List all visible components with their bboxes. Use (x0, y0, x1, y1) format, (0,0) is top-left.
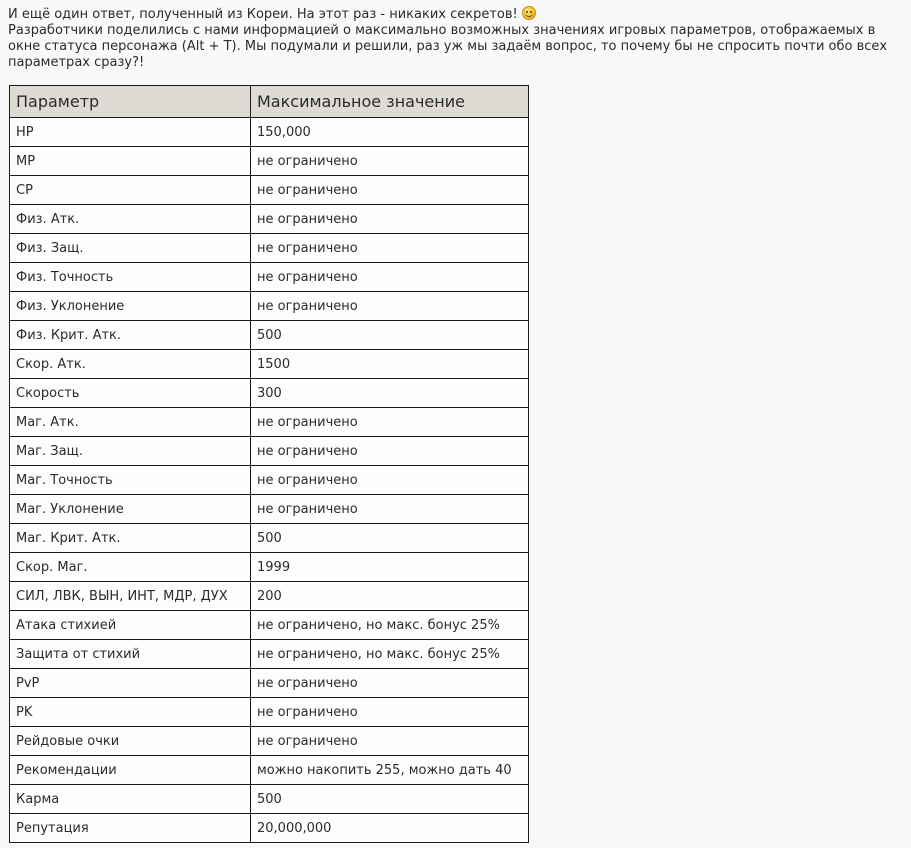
forum-post (8, 6, 903, 71)
parameter-max-value: не ограничено (251, 408, 529, 437)
parameter-max-value: не ограничено (251, 263, 529, 292)
table-row (10, 205, 529, 234)
parameter-name: Рейдовые очки (10, 727, 251, 756)
post-intro (8, 6, 903, 71)
parameters-table (9, 85, 529, 843)
parameter-name: HP (10, 118, 251, 147)
parameter-name: Защита от стихий (10, 640, 251, 669)
parameter-name: Репутация (10, 814, 251, 843)
parameter-name: Карма (10, 785, 251, 814)
table-row (10, 814, 529, 843)
table-row (10, 756, 529, 785)
parameter-name: Физ. Уклонение (10, 292, 251, 321)
table-row (10, 350, 529, 379)
table-row (10, 698, 529, 727)
table-row (10, 321, 529, 350)
parameter-max-value: не ограничено (251, 205, 529, 234)
parameter-name: Скор. Маг. (10, 553, 251, 582)
parameter-max-value: 500 (251, 321, 529, 350)
parameter-name: Скор. Атк. (10, 350, 251, 379)
parameter-name: PK (10, 698, 251, 727)
table-row (10, 176, 529, 205)
table-body (10, 118, 529, 843)
parameter-name: Физ. Крит. Атк. (10, 321, 251, 350)
table-row (10, 553, 529, 582)
parameter-max-value: не ограничено (251, 292, 529, 321)
parameter-max-value: не ограничено (251, 669, 529, 698)
table-row (10, 669, 529, 698)
parameter-max-value: не ограничено (251, 176, 529, 205)
parameter-max-value: 500 (251, 524, 529, 553)
table-row (10, 640, 529, 669)
parameter-name: Атака стихией (10, 611, 251, 640)
table-row (10, 437, 529, 466)
parameter-max-value: 300 (251, 379, 529, 408)
intro-line-1-text: И ещё один ответ, полученный из Кореи. На этот раз - никаких секретов! (8, 7, 518, 22)
parameter-max-value: не ограничено (251, 727, 529, 756)
parameter-max-value: не ограничено (251, 147, 529, 176)
parameter-max-value: не ограничено, но макс. бонус 25% (251, 640, 529, 669)
parameter-name: Маг. Точность (10, 466, 251, 495)
intro-line-2: Разработчики поделились с нами информацией о максимально возможных значениях игровых параметров, отображаемых в окне статуса персонажа (Alt + T). Мы подумали и решили, раз уж мы задаём вопрос, то почему бы не спросить почти обо всех параметрах сразу?! (8, 23, 888, 70)
parameter-name: PvP (10, 669, 251, 698)
parameter-name: Скорость (10, 379, 251, 408)
parameter-name: Физ. Защ. (10, 234, 251, 263)
table-row (10, 524, 529, 553)
parameter-name: Физ. Точность (10, 263, 251, 292)
table-row (10, 263, 529, 292)
parameter-max-value: не ограничено, но макс. бонус 25% (251, 611, 529, 640)
table-row (10, 611, 529, 640)
parameter-max-value: можно накопить 255, можно дать 40 (251, 756, 529, 785)
parameter-max-value: 1999 (251, 553, 529, 582)
table-row (10, 466, 529, 495)
parameter-name: Маг. Уклонение (10, 495, 251, 524)
table-row (10, 785, 529, 814)
smiley-icon (522, 6, 536, 20)
parameter-max-value: не ограничено (251, 698, 529, 727)
parameter-name: CP (10, 176, 251, 205)
parameter-max-value: не ограничено (251, 466, 529, 495)
parameter-name: Физ. Атк. (10, 205, 251, 234)
intro-line-1 (8, 6, 903, 23)
parameter-max-value: 200 (251, 582, 529, 611)
parameter-name: Маг. Атк. (10, 408, 251, 437)
table-row (10, 234, 529, 263)
table-row (10, 582, 529, 611)
parameter-max-value: 500 (251, 785, 529, 814)
table-row (10, 495, 529, 524)
parameter-max-value: 20,000,000 (251, 814, 529, 843)
parameter-max-value: не ограничено (251, 234, 529, 263)
table-header-row (10, 86, 529, 118)
header-max-value: Максимальное значение (251, 86, 529, 118)
table-row (10, 727, 529, 756)
parameter-max-value: 1500 (251, 350, 529, 379)
parameter-max-value: 150,000 (251, 118, 529, 147)
table-row (10, 147, 529, 176)
parameter-max-value: не ограничено (251, 495, 529, 524)
parameter-name: Маг. Крит. Атк. (10, 524, 251, 553)
table-row (10, 379, 529, 408)
header-parameter: Параметр (10, 86, 251, 118)
table-row (10, 292, 529, 321)
parameter-name: Рекомендации (10, 756, 251, 785)
table-row (10, 408, 529, 437)
parameter-name: MP (10, 147, 251, 176)
table-row (10, 118, 529, 147)
parameter-name: СИЛ, ЛВК, ВЫН, ИНТ, МДР, ДУХ (10, 582, 251, 611)
parameter-name: Маг. Защ. (10, 437, 251, 466)
parameter-max-value: не ограничено (251, 437, 529, 466)
